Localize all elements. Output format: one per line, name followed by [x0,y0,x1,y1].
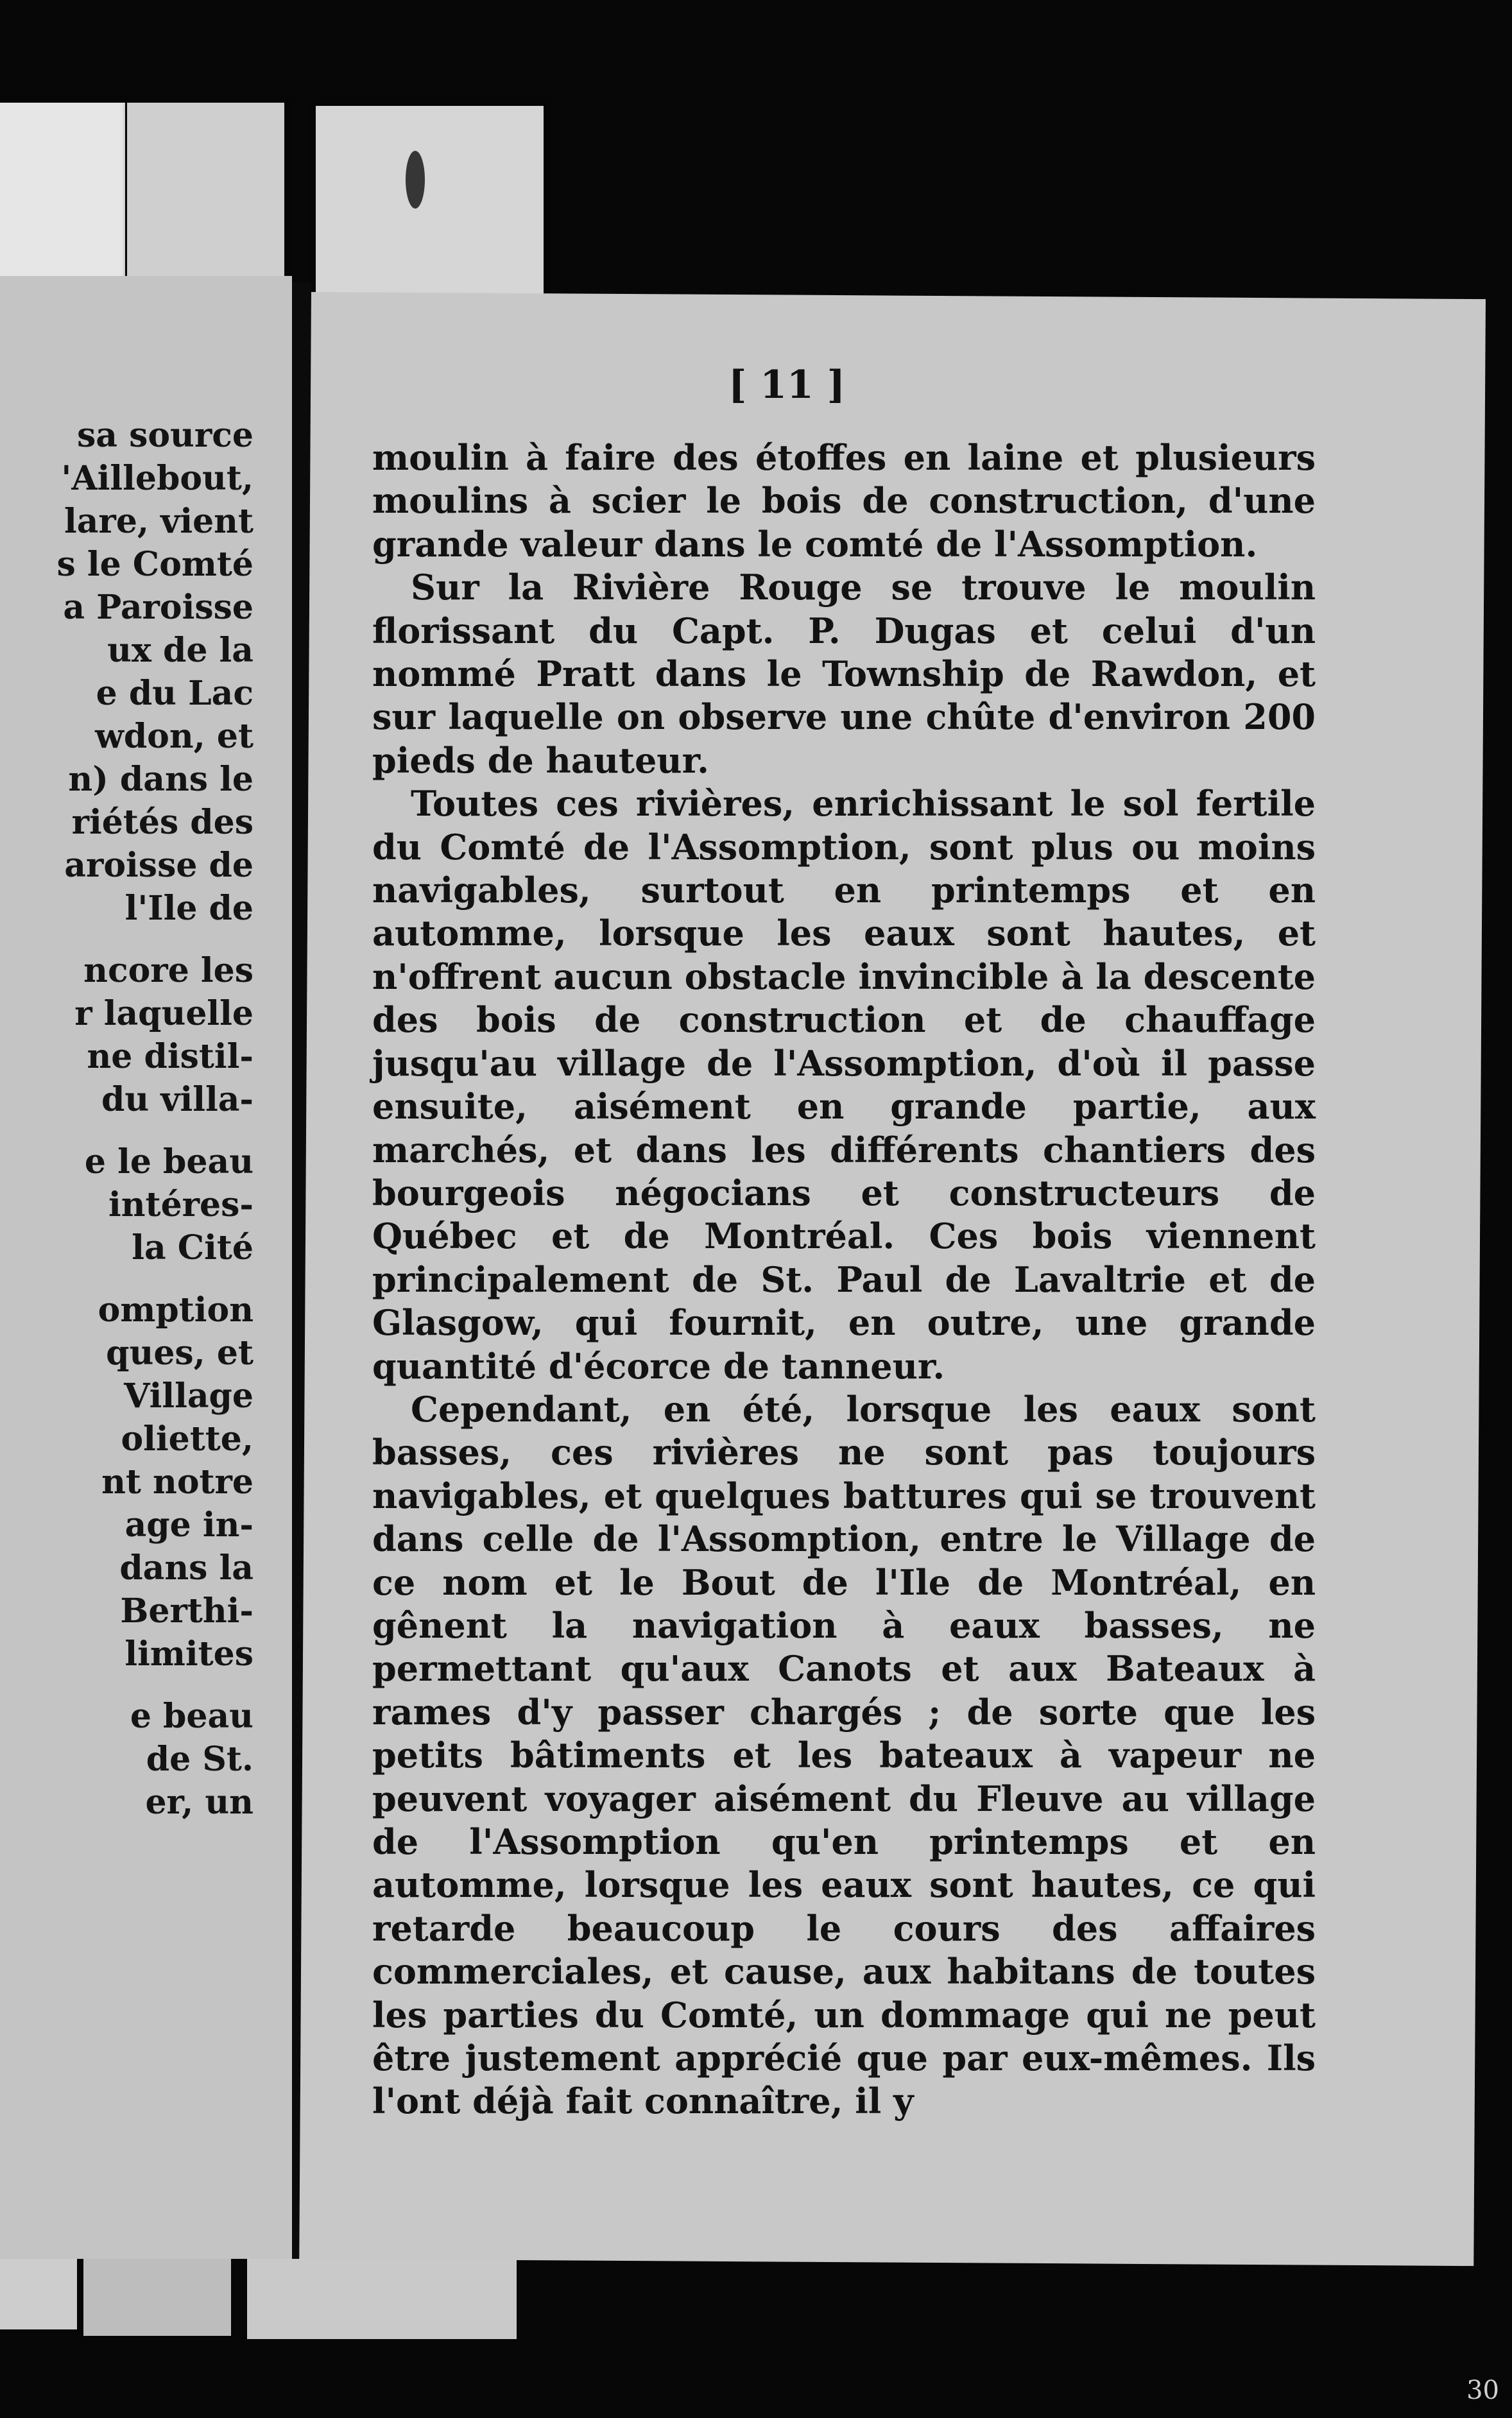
left-page-line: 'Aillebout, [61,459,253,498]
left-page-line: riétés des [71,803,253,842]
left-page-line: n) dans le [68,760,253,799]
top-paper-slip-2 [127,103,284,289]
top-paper-slip-3 [316,106,544,298]
left-page-line: er, un [145,1783,253,1822]
paragraph: Toutes ces rivières, enrichissant le sol fertile du Comté de l'Assomption, sont plus ou moins navigables, surtout en printemps et en automme, lorsque les eaux sont hautes, et n'offrent aucun obstacle invincible à la descente des bois de construction et de chauffage jusqu'au village de l'Assomption, d'où il passe ensuite, aisément en grande partie, aux marchés, et dans les différents chantiers des bourgeois négocians et constructeurs de Québec et de Montréal. Ces bois viennent principalement de St. Paul de Lavaltrie et de Glasgow, qui fournit, en outre, une grande quantité d'écorce de tanneur. [372,783,1316,1387]
left-page-line: ques, et [106,1333,253,1373]
bottom-paper-slip-2 [83,2259,231,2336]
corner-mark: 30 [1466,2376,1499,2405]
left-page-line: intéres- [108,1185,253,1224]
left-page [0,276,292,2259]
left-page-line: r laquelle [74,994,253,1033]
left-page-line: sa source [77,416,253,455]
left-page-line: l'Ile de [125,889,253,928]
ink-stain [406,151,425,209]
left-page-line: s le Comté [56,545,253,584]
page-number: [ 11 ] [728,363,846,407]
left-page-line: de St. [146,1740,253,1779]
left-page-line: nt notre [101,1462,253,1502]
left-page-line: du villa- [101,1080,253,1119]
line-gap [0,1269,253,1289]
left-page-line: aroisse de [64,846,253,885]
left-page-line: dans la [119,1548,253,1588]
line-gap [0,930,253,949]
left-page-line: limites [125,1634,253,1674]
left-page-line: e du Lac [96,674,253,713]
left-page-line: omption [98,1290,253,1330]
paragraph: moulin à faire des étoffes en laine et plusieurs moulins à scier le bois de construction, d'une grande valeur dans le comté de l'Assomption. [372,437,1316,565]
paragraph: Sur la Rivière Rouge se trouve le moulin florissant du Capt. P. Dugas et celui d'un nommé Pratt dans le Township de Rawdon, et sur laquelle on observe une chûte d'environ 200 pieds de hauteur. [372,567,1316,781]
left-page-line: a Paroisse [63,588,253,627]
line-gap [0,1121,253,1140]
left-page-line: la Cité [132,1228,253,1267]
left-page-line: ux de la [107,631,253,670]
left-page-line: age in- [125,1505,253,1545]
left-page-line: e le beau [84,1142,253,1181]
left-page-line: lare, vient [64,502,253,541]
left-page-line: ncore les [83,951,253,990]
body-text [372,436,1316,2123]
line-gap [0,1676,253,1695]
left-page-text [0,414,253,1824]
left-page-line: oliette, [121,1419,253,1459]
left-page-line: ne distil- [87,1037,253,1076]
paragraph: Cependant, en été, lorsque les eaux sont basses, ces rivières ne sont pas toujours navigables, et quelques battures qui se trouvent dans celle de l'Assomption, entre le Village de ce nom et le Bout de l'Ile de Montréal, en gênent la navigation à eaux basses, ne permettant qu'aux Canots et aux Bateaux à rames d'y passer chargés ; de sorte que les petits bâtiments et les bateaux à vapeur ne peuvent voyager aisément du Fleuve au village de l'Assomption qu'en printemps et en automme, lorsque les eaux sont hautes, ce qui retarde beaucoup le cours des affaires commerciales, et cause, aux habitans de toutes les parties du Comté, un dommage qui ne peut être justement apprécié que par eux-mêmes. Ils l'ont déjà fait connaître, il y [372,1388,1316,2122]
bottom-paper-slip-1 [0,2259,77,2329]
bottom-paper-slip-3 [247,2259,517,2339]
left-page-line: e beau [130,1697,253,1736]
top-paper-slip-1 [0,103,125,282]
left-page-line: Village [124,1376,253,1416]
left-page-line: Berthi- [120,1591,253,1631]
left-page-line: wdon, et [95,717,253,756]
